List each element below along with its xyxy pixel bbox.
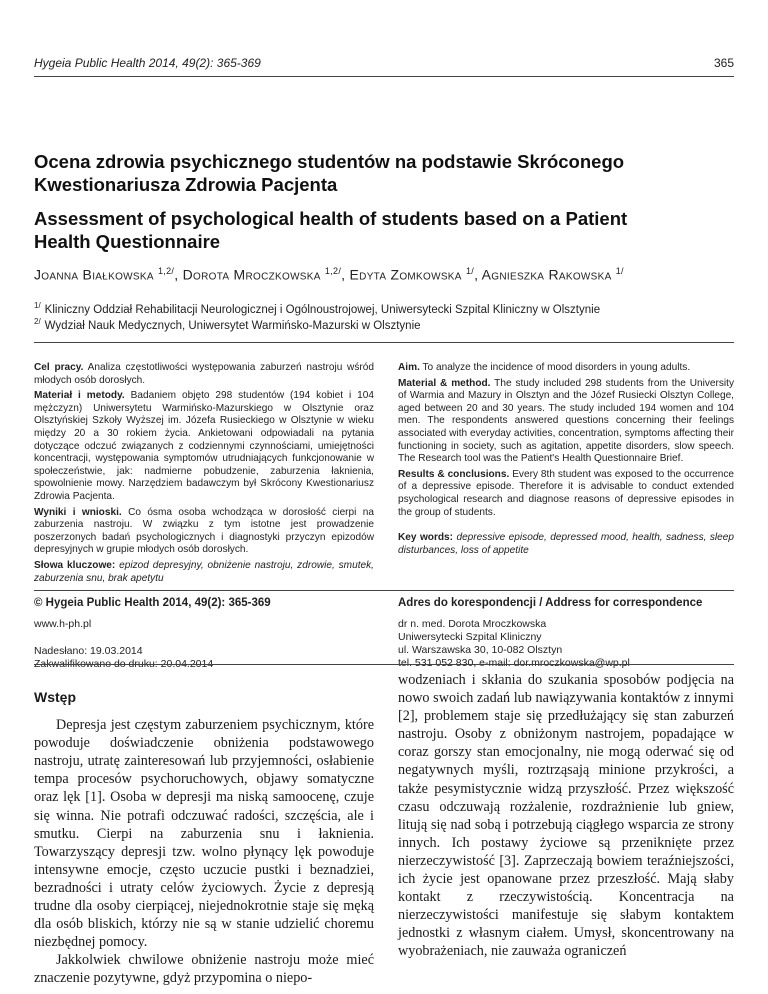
copyright-line: © Hygeia Public Health 2014, 49(2): 365-369 [34, 597, 271, 609]
website-link[interactable]: www.h-ph.pl [34, 618, 92, 630]
author-affiliation-mark: 1,2/ [324, 266, 342, 276]
abstract-label: Material & method. [398, 377, 491, 389]
author-affiliation-mark: 1/ [465, 266, 475, 276]
abstract-methods [34, 390, 374, 503]
title-polish: Ocena zdrowia psychicznego studentów na podstawie Skróconego Kwestionariusza Zdrowia Pacjenta [34, 151, 625, 195]
abstract-label: Materiał i metody. [34, 390, 125, 402]
abstract-text: The study included 298 students from the University of Warmia and Mazury in Olsztyn and the Józef Rusiecki Olsztyn College, aged between 20 and 30 years. The study included 194 women and 104 men. The respondents answered questions concerning their feelings associated with everyday activities, concentration, symptoms affecting their functioning in society, such as agitation, appetite disorders, slow speech. The Research tool was the Patient's Health Questionnaire Brief. [398, 377, 735, 465]
abstract-text: Co ósma osoba wchodząca w dorosłość cierpi na zaburzenia nastroju. W związku z tym istotne jest prowadzenie poszerzonych badań psychologicznych i diagnostyki przyczyn epizodów depresyjnych w grupie młodych osób dorosłych. [34, 506, 374, 556]
header-rule [34, 76, 734, 77]
abstract-methods [398, 378, 734, 466]
body-paragraph: Jakkolwiek chwilowe obniżenie nastroju może mieć znaczenie pozytywne, gdyż przypomina o niepo- [34, 952, 374, 987]
affiliation-mark: 2/ [34, 317, 41, 326]
author-name: Dorota Mroczkowska [182, 266, 321, 283]
author-name: Joanna Białkowska [34, 266, 154, 283]
abstract-text: Analiza częstotliwości występowania zaburzeń nastroju wśród młodych osób dorosłych. [34, 362, 374, 386]
abstract-top-rule [34, 342, 734, 343]
abstract-text: Every 8th student was exposed to the occurrence of a depressive episode. Therefore it is advisable to conduct extended psychological research and diagnose reasons of depressive episodes in the group of students. [398, 468, 734, 518]
abstract-label: Aim. [398, 362, 420, 373]
correspondence-line: tel. 531 052 830, e-mail: dor.mroczkowska@wp.pl [398, 657, 630, 669]
abstract-results [34, 507, 374, 557]
publication-info [34, 597, 374, 671]
keywords-text: epizod depresyjny, obniżenie nastroju, zdrowie, smutek, zaburzenia snu, brak apetytu [34, 560, 374, 584]
body-paragraph: Depresja jest częstym zaburzeniem psychicznym, które powoduje doświadczenie obniżenia podstawowego nastroju, utratę zainteresowań lub przyjemności, osłabienie tempa procesów psychoruchowych, objawy somatyczne oraz lęk [1]. Osoba w depresji ma niską samoocenę, czuje się winna. Nie potrafi odczuwać radości, szczęścia, ale i smutku. Cierpi na zaburzenia snu i łaknienia. Towarzyszący depresji tzw. wolno płynący lęk powoduje intensywne emocje, często uczucie pustki i beznadziei, bezradności i utraty celów życiowych. Życie z depresją trudne dla osoby cierpiącej, niejednokrotnie staje się męką dla osób bliskich, którzy nie są w stanie udzielić choremu niezbędnej pomocy. [34, 717, 374, 951]
affiliation-mark: 1/ [34, 301, 41, 310]
affiliation-2 [34, 317, 734, 332]
correspondence-line: ul. Warszawska 30, 10-082 Olsztyn [398, 644, 563, 656]
keywords-label: Słowa kluczowe: [34, 560, 116, 571]
abstract-aim [398, 362, 734, 375]
correspondence-title: Adres do korespondencji / Address for correspondence [398, 597, 703, 609]
author-name: Agnieszka Rakowska [481, 266, 612, 283]
author-affiliation-mark: 1/ [615, 266, 624, 276]
body-paragraph: wodzeniach i skłania do szukania sposobów podjęcia na nowo swoich zadań lub nawiązywania kontaktów z innymi [2], problemem staje się przedłużający się stan zaburzeń nastroju. Osoby z obniżonym nastrojem, popadające w coraz gorszy stan emocjonalny, nie mogą oderwać się od negatywnych myśli, roztrząsają minione przykrości, a także pesymistycznie widzą przyszłość. Przez większość czasu odczuwają rozżalenie, rozdrażnienie lub gniew, litują się nad sobą i potrzebują ciągłego wsparcia ze strony innych. Ich postawy życiowe są przeniknięte przez nierzeczywistość [3]. Zaprzeczają bowiem teraźniejszości, ich życie jest opanowane przez przeszłość. Mają słaby kontakt z rzeczywistością. Koncentracja na nierzeczywistości manifestuje się słabym kontaktem jednostki z własnym ciałem. Umysł, skoncentrowany na wyobrażeniach, nie zauważa ograniczeń [398, 672, 734, 960]
abstract-label: Results & conclusions. [398, 468, 510, 480]
journal-citation-header: Hygeia Public Health 2014, 49(2): 365-369 [34, 56, 261, 70]
abstract-label: Wyniki i wnioski. [34, 506, 122, 518]
correspondence-info [398, 597, 734, 670]
section-heading-introduction: Wstęp [34, 689, 76, 705]
abstract-text: To analyze the incidence of mood disorders in young adults. [422, 362, 691, 373]
affiliation-text: Wydział Nauk Medycznych, Uniwersytet Warmińsko-Mazurski w Olsztynie [44, 319, 421, 332]
info-top-rule [34, 590, 734, 591]
correspondence-line: Uniwersytecki Szpital Kliniczny [398, 631, 542, 643]
abstract-text: Badaniem objęto 298 studentów (194 kobiet i 104 mężczyzn) Uniwersytetu Warmińsko-Mazurskiego w Olsztynie oraz Olsztyńskiej Szkoły Wyższej im. Józefa Rusieckiego w Olsztynie w wieku między 20 a 30 rokiem życia. Ankietowani odpowiadali na pytania dotyczące odczuć związanych z codziennymi czynnościami, umiejętności koncentracji, występowania symptomów utrudniających funkcjonowanie w społeczeństwie, jak: nadmierne pobudzenie, zaburzenia łaknienia, spowolnienie mowy. Narzędziem badawczym był Skrócony Kwestionariusz Zdrowia Pacjenta. [34, 390, 374, 502]
abstract-results [398, 469, 734, 519]
keywords-label: Key words: [398, 532, 454, 543]
author-name: Edyta Zomkowska [349, 266, 462, 283]
keywords-polish [34, 560, 374, 585]
author-affiliation-mark: 1,2/ [158, 266, 175, 276]
body-left-column [34, 688, 374, 988]
author-list: Joanna Białkowska $^{1,2/}$, Dorota Mroczkowska $^{1,2/}$, Edyta Zomkowska $^{1/}$, Agnieszka Rakowska $^{1/}$ [34, 266, 624, 283]
title-english: Assessment of psychological health of students based on a Patient Health Questionnaire [34, 208, 628, 252]
abstract-english [398, 362, 734, 522]
affiliation-1 [34, 301, 734, 316]
abstract-aim [34, 362, 374, 387]
keywords-text: depressive episode, depressed mood, health, sadness, sleep disturbances, loss of appetite [398, 532, 734, 556]
abstract-label: Cel pracy. [34, 362, 84, 373]
page-number: 365 [713, 56, 734, 70]
info-bottom-rule [34, 664, 734, 665]
affiliation-text: Kliniczny Oddział Rehabilitacji Neurologicznej i Ogólnoustrojowej, Uniwersytecki Szpital Kliniczny w Olsztynie [44, 303, 601, 316]
abstract-polish [34, 362, 374, 560]
body-right-column [398, 671, 734, 961]
received-date: Nadesłano: 19.03.2014 [34, 645, 143, 657]
correspondence-line: dr n. med. Dorota Mroczkowska [398, 618, 547, 630]
keywords-english [398, 532, 734, 557]
accepted-date: Zakwalifikowano do druku: 20.04.2014 [34, 658, 214, 670]
